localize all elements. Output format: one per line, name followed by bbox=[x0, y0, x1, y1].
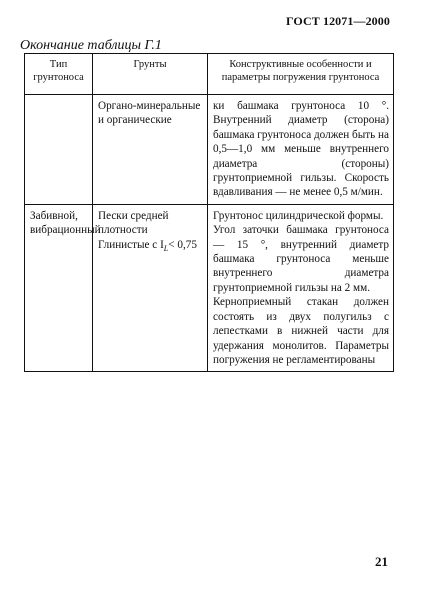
table-row bbox=[25, 204, 394, 371]
features-paragraph-shoe: Угол заточки башмака грунтоноса — 15 °, внутренний диаметр башмака грунтоноса меньше внутреннего диаметра грунтоприемной гильзы на 2 мм. bbox=[213, 224, 389, 294]
liquidity-index-subscript: L bbox=[163, 243, 169, 253]
features-text: ки башмака грунтоноса 10 °. Внутренний диаметр (сторона) башмака грунтоноса должен быть на 0,5—1,0 мм меньше внутреннего диаметра (стороны) грунтоприемной гильзы. Скорость вдавливания — не менее 0,5 м/мин. bbox=[213, 100, 389, 199]
features-paragraph-shape: Грунтонос цилиндрической формы. bbox=[213, 209, 384, 222]
column-header-soils: Грунты bbox=[93, 54, 208, 95]
type-cell: Забивной, вибрационный bbox=[25, 204, 93, 371]
column-header-type: Тип грунтоноса bbox=[25, 54, 93, 95]
soil-sampler-table bbox=[24, 53, 394, 372]
page-number: 21 bbox=[375, 554, 388, 569]
doc-code: ГОСТ 12071—2000 bbox=[286, 14, 390, 28]
clays-label: Глинистые с I bbox=[98, 238, 164, 251]
table-caption: Окончание таблицы Г.1 bbox=[20, 38, 162, 53]
table-row bbox=[25, 95, 394, 205]
soils-cell bbox=[93, 95, 208, 205]
column-header-features: Конструктивные особенности и параметры погружения грунтоноса bbox=[208, 54, 394, 95]
features-paragraph-core-cup: Керноприемный стакан должен состоять из двух полугильз с лепестками в нижней части для удержания монолитов. Параметры погружения не регламентированы bbox=[213, 296, 389, 366]
features-cell bbox=[208, 204, 394, 371]
soils-line-clays bbox=[98, 238, 203, 256]
soils-text: Органо-минеральные и органические bbox=[98, 100, 201, 127]
features-cell bbox=[208, 95, 394, 205]
type-cell bbox=[25, 95, 93, 205]
soils-line-sands: Пески средней плотности bbox=[98, 209, 169, 237]
soils-cell bbox=[93, 204, 208, 371]
table-header-row bbox=[25, 54, 394, 95]
clays-limit: < 0,75 bbox=[168, 238, 197, 251]
